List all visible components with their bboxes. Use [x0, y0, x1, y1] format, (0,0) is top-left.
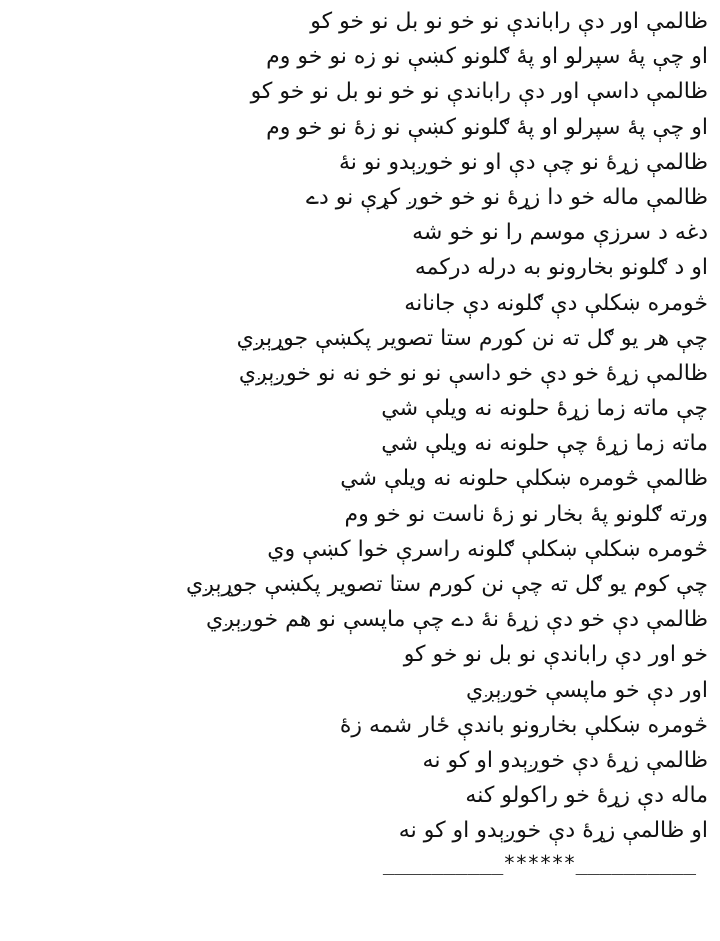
closing-divider: __________******__________	[382, 850, 696, 875]
poem-line: ورته ګلونو پۀ بخار نو زۀ ناست نو خو وم	[344, 501, 708, 527]
poem-line: او ظالمې زړۀ دې خوږېدو او کو نه	[398, 818, 708, 844]
poem-line: څومره ښکلې بخارونو باندې ځار شمه زۀ	[339, 712, 708, 738]
poem-line: چې ماته زما زړۀ حلونه نه ويلې شي	[381, 396, 708, 422]
poem-line: ظالمې ماله خو دا زړۀ نو خو خوږ کړې نو دے	[306, 184, 708, 210]
poem-line: ظالمې داسې اور دې راباندې نو خو نو بل نو خو کو	[250, 79, 708, 105]
poem-line: ظالمې دې خو دې زړۀ نۀ دے چې ماپسې نو هم خوږېږي	[206, 607, 708, 633]
poem-line: دغه د سرزې موسم را نو خو شه	[412, 220, 708, 246]
poem-text	[12, 4, 708, 877]
poem-line: او چې پۀ سپرلو او پۀ ګلونو کښې نو زۀ نو خو وم	[266, 114, 708, 140]
poem-line: اور دې خو ماپسې خوږېږي	[466, 677, 708, 703]
poem-line: ظالمې زړۀ نو چې دې او نو خوږېدو نو نۀ	[338, 149, 708, 175]
poem-line: څومره ښکلې دې ګلونه دې جانانه	[404, 290, 708, 316]
poem-line: ظالمې زړۀ خو دې خو داسې نو نو خو نه نو خوږېږي	[238, 360, 708, 386]
poem-line: ماله دې زړۀ خو راکولو کنه	[465, 783, 708, 809]
poem-line: څومره ښکلې ښکلې ګلونه راسرې خوا کښې وي	[267, 536, 708, 562]
poem-line: چې هر يو ګل ته نن کورم ستا تصوير پکښې جوړېږي	[236, 325, 708, 351]
poem-line: ظالمې څومره ښکلې حلونه نه ويلې شي	[340, 466, 708, 492]
poem-line: چې کوم يو ګل ته چې نن کورم ستا تصوير پکښې جوړېږي	[186, 572, 708, 597]
poem-line: او چې پۀ سپرلو او پۀ ګلونو کښې نو زه نو خو وم	[266, 44, 708, 70]
poem-line: ظالمې زړۀ دې خوږېدو او کو نه	[422, 747, 708, 773]
poem-line: خو اور دې راباندې نو بل نو خو کو	[403, 642, 708, 668]
poem-line: ظالمې اور دې راباندې نو خو نو بل نو خو کو	[310, 9, 708, 34]
poem-line: ماته زما زړۀ چې حلونه نه ويلې شي	[381, 431, 708, 457]
poem-line: او د ګلونو بخارونو به درله درکمه	[414, 255, 708, 281]
